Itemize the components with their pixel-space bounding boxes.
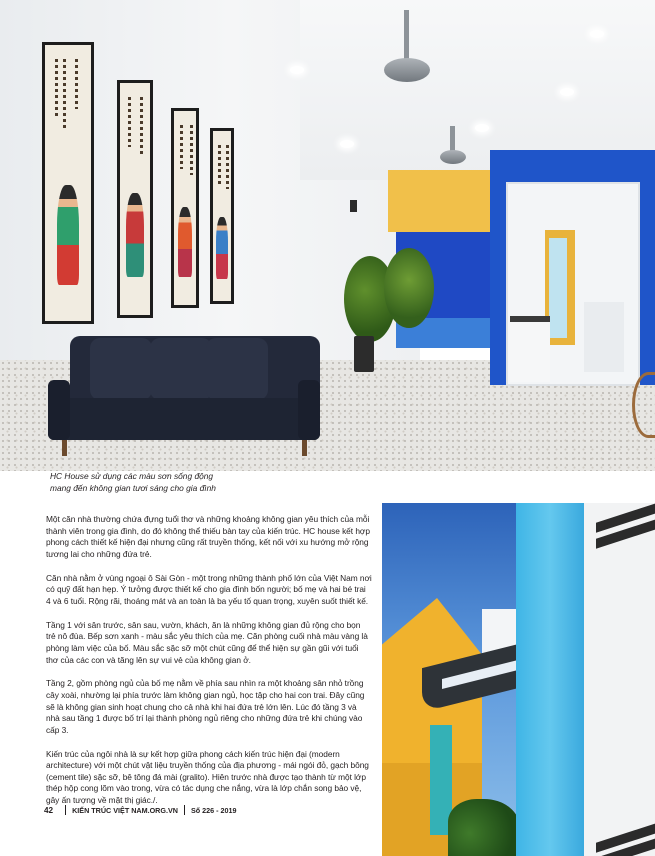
white-wall-right — [584, 503, 655, 856]
footer-divider — [65, 805, 66, 815]
ceiling-fan — [384, 58, 430, 82]
photo-caption — [50, 470, 216, 494]
sofa-arm — [298, 380, 320, 440]
cyan-window — [549, 238, 567, 338]
article-body — [46, 514, 372, 819]
ceiling-light — [475, 124, 489, 132]
sofa-leg — [302, 440, 307, 456]
exterior-photo — [382, 503, 655, 856]
article-paragraph: Kiến trúc của ngôi nhà là sự kết hợp giữa phong cách kiến trúc hiện đại (modern architecture) với một chút vật liệu truyền thống của địa phương - mái ngói đỏ, gạch bông (cement tile) sặc sỡ, bê tông đá mài (gralito). Hiên trước nhà được tạo thành từ một lớp thép hộp cong lõm vào trong, vừa có tác dụng che nắng, vừa là lớp chắn song bảo vệ, gây ấn tượng về mặt thị giác./. — [46, 748, 369, 806]
article-paragraph: Một căn nhà thường chứa đựng tuổi thơ và những khoảng không gian yêu thích của mỗi thành viên trong gia đình, do đó không thể thiếu bàn tay của kiến trúc. HC house kết hợp phong cách thiết kế hiện đại nhưng cũng rất truyền thống, kết nối với xu hướng mở rộng tương lai cho những đứa trẻ. — [46, 514, 370, 559]
ceiling-light — [560, 88, 574, 96]
ceiling-light — [590, 30, 604, 38]
kitchen-counter — [510, 316, 550, 382]
issue-number: Số 226 - 2019 — [190, 805, 237, 815]
page-number: 42 — [44, 805, 54, 815]
ceiling-light — [340, 140, 354, 148]
caption-line: mang đến không gian tươi sáng cho gia đình — [50, 483, 216, 493]
yellow-wall — [388, 170, 490, 232]
ceiling-light — [290, 66, 304, 74]
article-paragraph: Tầng 1 với sân trước, sân sau, vườn, khách, ăn là những không gian đủ rộng cho bọn trẻ nô đùa. Bếp sơn xanh - màu sắc yêu thích của mẹ. Căn phòng cuối nhà màu vàng là phòng làm việc của bố. Màu sắc sặc sỡ một chút cũng để thể hiện sự gần gũi với tuổi thơ của các con và tăng lên sự vui vẻ của không gian ở. — [46, 619, 368, 665]
article-paragraph: Căn nhà nằm ở vùng ngoại ô Sài Gòn - một trong những thành phố lớn của Việt Nam nơi có quỹ đất hạn hẹp. Ý tưởng được thiết kế cho gia đình bốn người; bố mẹ và hai bé trai 4 và 6 tuổi. Rộng rãi, thoáng mát và an toàn là ba yếu tố quan trọng, xuyên suốt thiết kế. — [46, 572, 372, 606]
fan-rod — [404, 10, 409, 60]
wall-switch — [350, 200, 357, 212]
framed-painting — [42, 42, 94, 324]
sofa-arm — [48, 380, 70, 440]
sofa-leg — [62, 440, 67, 456]
article-paragraph: Tầng 2, gồm phòng ngủ của bố mẹ nằm về phía sau nhìn ra một khoảng sân nhỏ trồng cây xoài, nhường lại phía trước làm không gian ngủ, học tập cho hai con trai. Đây cũng sẽ là không gian sinh hoạt chung cho cả nhà khi hai đứa trẻ lớn lên. Lúc đó tầng 3 và nhà sau tầng 1 được bố trí lại thành phòng ngủ riêng cho những đứa trẻ khi chúng vào cấp 3. — [46, 678, 365, 735]
publication-name: KIẾN TRÚC VIỆT NAM.ORG.VN — [72, 805, 178, 815]
sofa-seat — [48, 398, 320, 440]
ceiling-fan — [440, 150, 466, 164]
fan-rod — [450, 126, 455, 152]
caption-line: HC House sử dụng các màu sơn sống động — [50, 471, 214, 481]
plant-pot — [354, 336, 374, 372]
cyan-column — [516, 503, 584, 856]
sofa-cushion — [206, 338, 268, 400]
sofa-cushion — [90, 338, 152, 400]
framed-painting — [171, 108, 199, 308]
kitchen-cabinet — [584, 302, 624, 372]
framed-painting — [210, 128, 234, 304]
sofa-cushion — [150, 338, 212, 400]
greenery — [448, 799, 520, 856]
courtyard-tree — [384, 248, 434, 328]
framed-painting — [117, 80, 153, 318]
page-footer — [44, 803, 237, 817]
footer-divider — [184, 805, 185, 815]
